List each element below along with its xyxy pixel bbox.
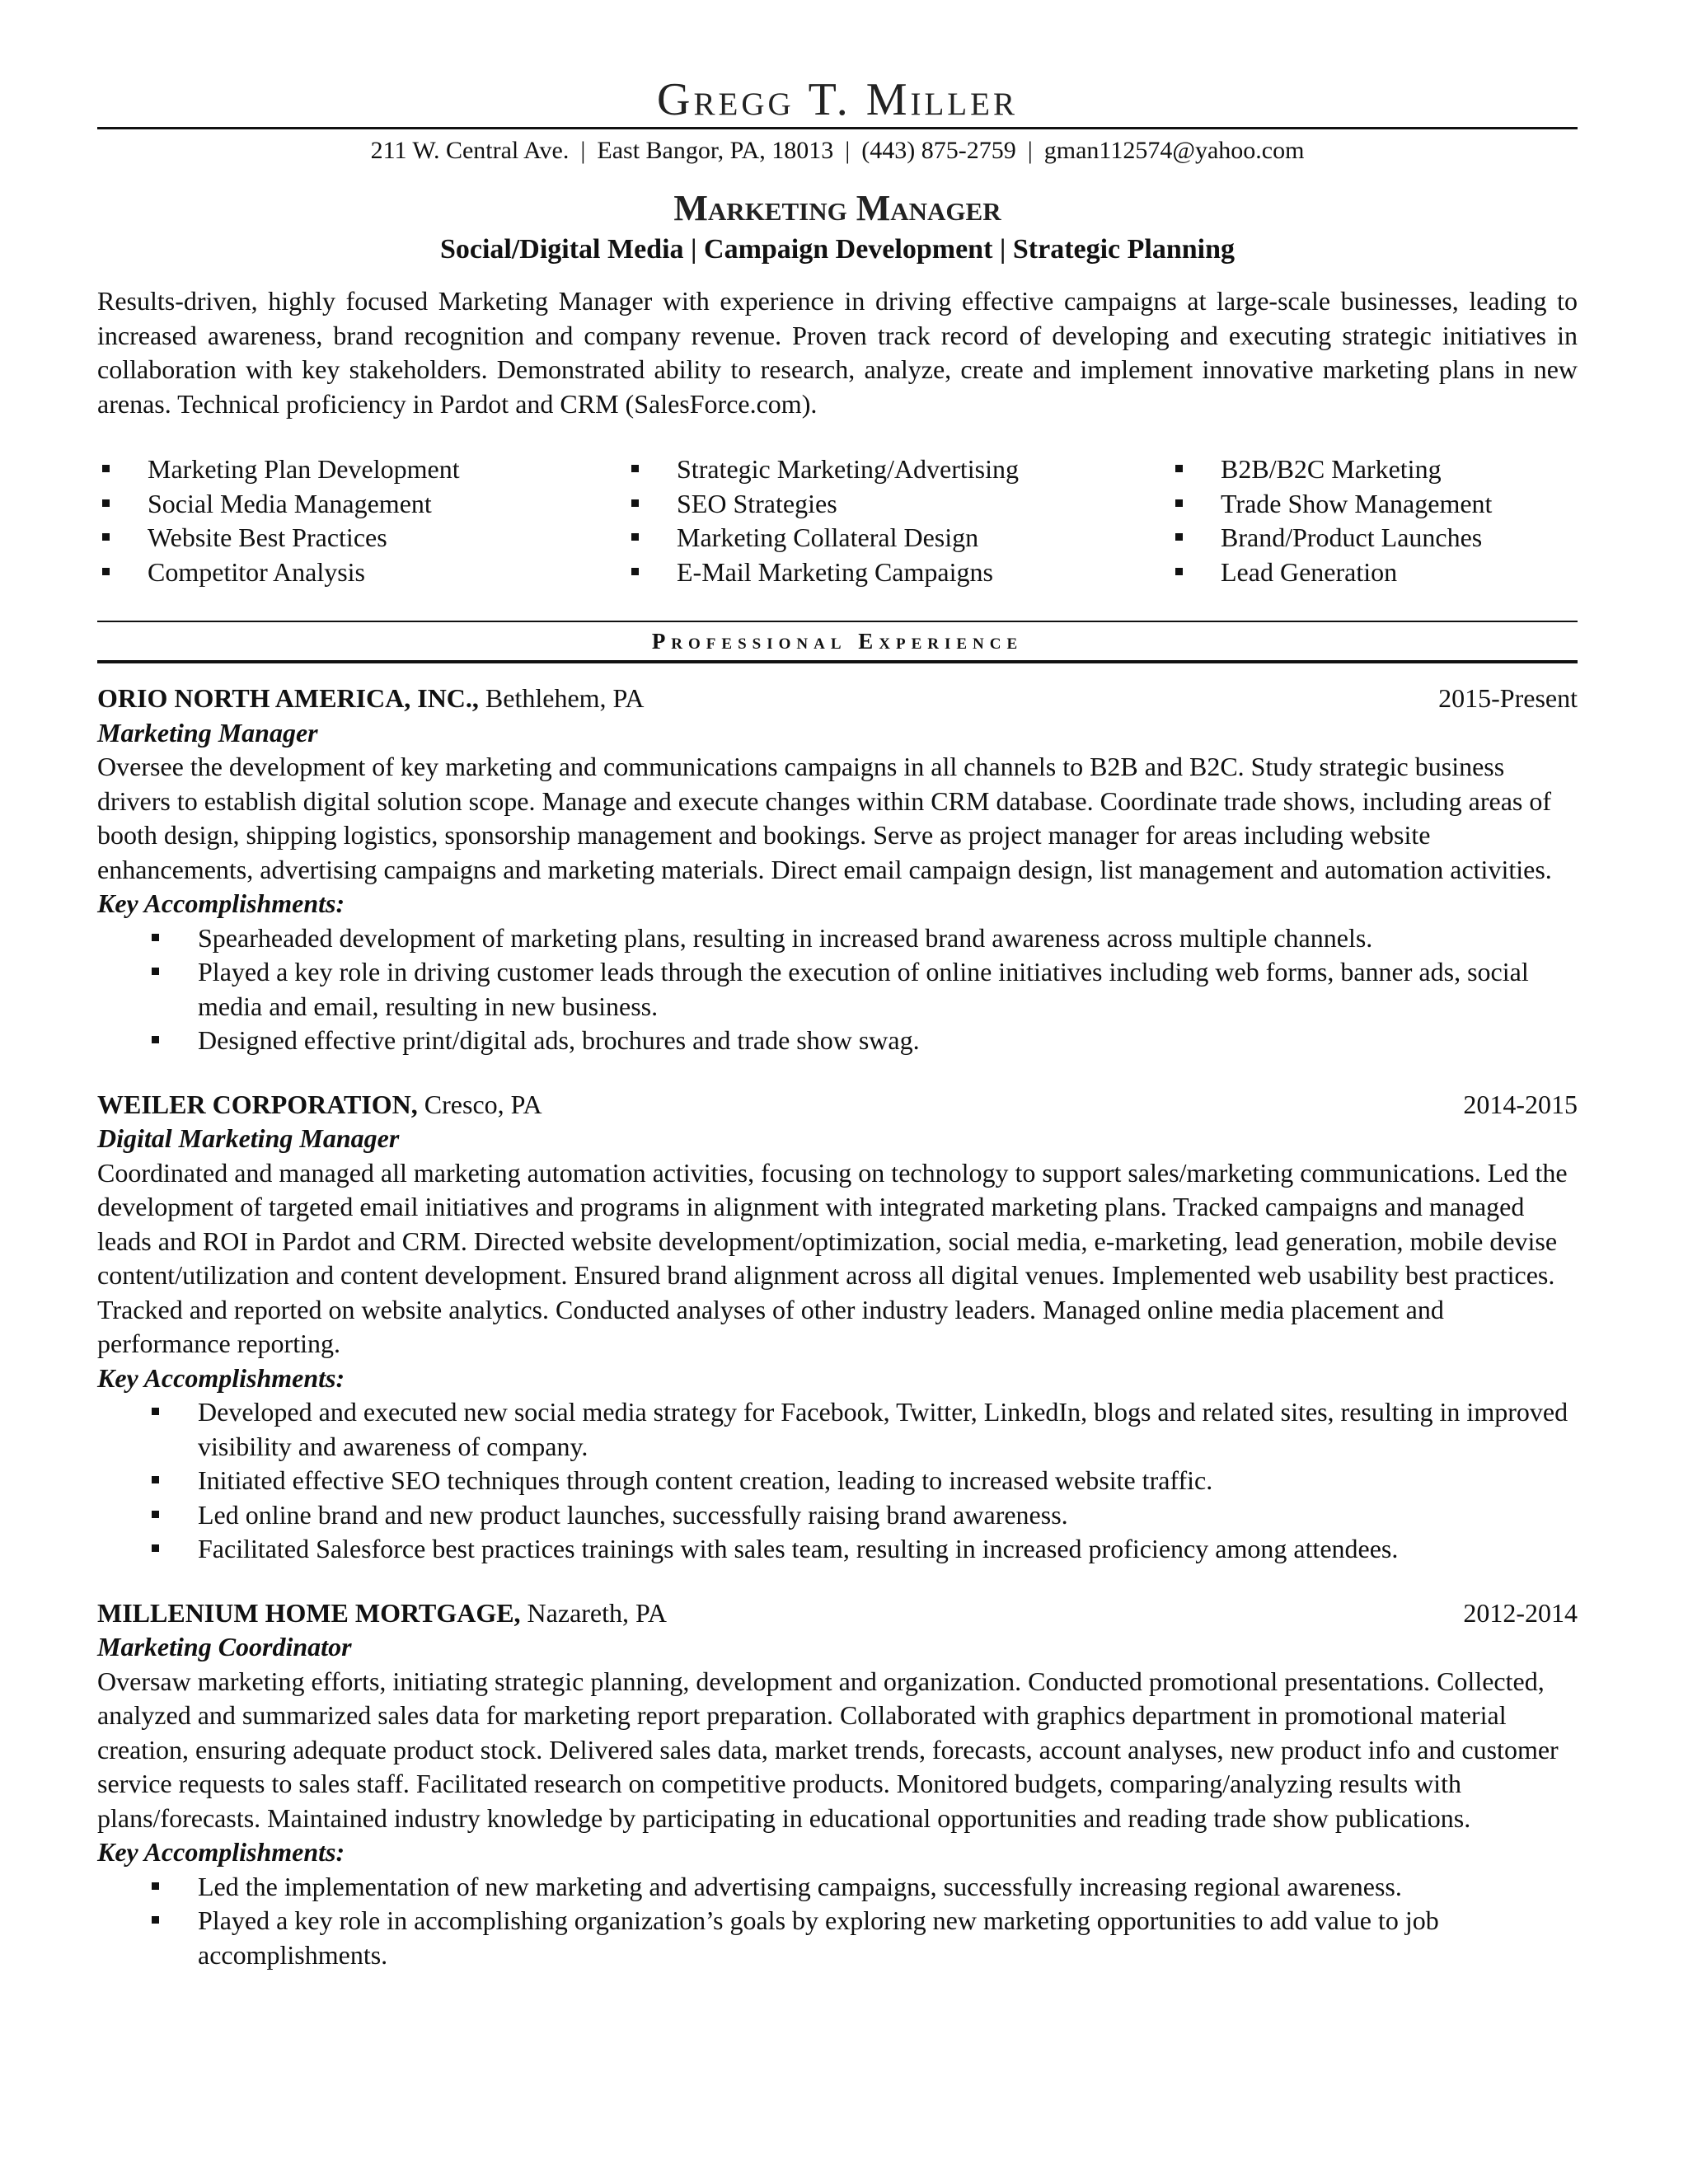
accomplishments-list <box>97 921 1578 1058</box>
job-location: Cresco, PA <box>424 1089 542 1119</box>
job-title: Marketing Coordinator <box>97 1632 352 1661</box>
job-header <box>97 682 1578 716</box>
job-title: Marketing Manager <box>97 717 318 748</box>
header-rule <box>97 127 1578 129</box>
contact-email: gman112574@yahoo.com <box>1043 137 1305 164</box>
skill-item: B2B/B2C Marketing <box>1170 452 1578 487</box>
job-header <box>97 1596 1578 1631</box>
contact-separator: | <box>580 137 586 164</box>
contact-phone: (443) 875-2759 <box>861 137 1016 164</box>
experience-section-header <box>97 621 1578 663</box>
job-dates: 2015-Present <box>1438 683 1578 713</box>
section-title: Professional Experience <box>651 629 1024 654</box>
skills-column-1 <box>97 452 626 589</box>
job-company-line <box>97 1596 667 1631</box>
job-description: Oversaw marketing efforts, initiating strategic planning, development and organization. Conducted promotional presentations. Collected, analyzed and summarized sales data for marketing report preparation. Collaborated with graphics department in promotional material creation, ensuring adequate product stock. Delivered sales data, market trends, forecasts, account analyses, new product info and customer service requests to sales staff. Facilitated research on competitive products. Monitored budgets, comparing/analyzing results with plans/forecasts. Maintained industry knowledge by participating in educational opportunities and reading trade show publications. <box>97 1666 1559 1833</box>
job-company: MILLENIUM HOME MORTGAGE, <box>97 1597 521 1628</box>
skill-item: SEO Strategies <box>626 487 1170 522</box>
contact-address: 211 W. Central Ave. <box>370 137 570 164</box>
contact-line <box>97 133 1578 169</box>
accomplishment-item: Spearheaded development of marketing plans, resulting in increased brand awareness across multiple channels. <box>97 921 1578 956</box>
accomplishments-label: Key Accomplishments: <box>97 888 345 918</box>
accomplishments-list <box>97 1870 1578 1973</box>
resume-content <box>97 0 1578 1972</box>
accomplishment-item: Led online brand and new product launches, successfully raising brand awareness. <box>97 1498 1578 1533</box>
job-company-line <box>97 682 645 716</box>
headline-title: Marketing Manager <box>673 188 1001 228</box>
job-description: Coordinated and managed all marketing automation activities, focusing on technology to support sales/marketing communications. Led the development of targeted email initiatives and programs in alignment with integrated marketing plans. Tracked campaigns and managed leads and ROI in Pardot and CRM. Directed website development/optimization, social media, e-marketing, lead generation, mobile devise content/utilization and content development. Ensured brand alignment across all digital venues. Implemented web usability best practices. Tracked and reported on website analytics. Conducted analyses of other industry leaders. Managed online media placement and performance reporting. <box>97 1157 1568 1358</box>
skill-item: Competitor Analysis <box>97 555 626 590</box>
accomplishments-label: Key Accomplishments: <box>97 1837 345 1867</box>
skill-item: E-Mail Marketing Campaigns <box>626 555 1170 590</box>
contact-separator: | <box>1027 137 1033 164</box>
job-title: Digital Marketing Manager <box>97 1123 400 1153</box>
candidate-name: Gregg T. Miller <box>657 74 1018 125</box>
job-header <box>97 1088 1578 1122</box>
accomplishment-item: Facilitated Salesforce best practices trainings with sales team, resulting in increased proficiency among attendees. <box>97 1532 1578 1567</box>
job-entry <box>97 682 1578 1058</box>
section-rule-bottom <box>97 660 1578 663</box>
job-location: Nazareth, PA <box>527 1597 667 1628</box>
skills-list <box>97 452 1578 589</box>
accomplishment-item: Played a key role in accomplishing organization’s goals by exploring new marketing opportunities to add value to job accomplishments. <box>97 1904 1578 1972</box>
skill-item: Brand/Product Launches <box>1170 521 1578 555</box>
skill-item: Social Media Management <box>97 487 626 522</box>
skill-item: Trade Show Management <box>1170 487 1578 522</box>
job-description: Oversee the development of key marketing and communications campaigns in all channels to B2B and B2C. Study strategic business drivers to establish digital solution scope. Manage and execute changes within CRM database. Coordinate trade shows, including areas of booth design, shipping logistics, sponsorship management and bookings. Serve as project manager for areas including website enhancements, advertising campaigns and marketing materials. Direct email campaign design, list management and automation activities. <box>97 752 1552 884</box>
skills-column-2 <box>626 452 1170 589</box>
skills-column-3 <box>1170 452 1578 589</box>
headline-subtitle: Social/Digital Media | Campaign Development | Strategic Planning <box>439 234 1236 265</box>
job-company: ORIO NORTH AMERICA, INC., <box>97 683 479 713</box>
job-dates: 2014-2015 <box>1463 1089 1578 1119</box>
accomplishment-item: Played a key role in driving customer leads through the execution of online initiatives including web forms, banner ads, social media and email, resulting in new business. <box>97 955 1578 1024</box>
job-location: Bethlehem, PA <box>485 683 645 713</box>
skill-item: Strategic Marketing/Advertising <box>626 452 1170 487</box>
accomplishment-item: Designed effective print/digital ads, brochures and trade show swag. <box>97 1024 1578 1058</box>
job-entry <box>97 1596 1578 1973</box>
accomplishment-item: Initiated effective SEO techniques through content creation, leading to increased website traffic. <box>97 1464 1578 1498</box>
job-entry <box>97 1088 1578 1567</box>
contact-separator: | <box>845 137 851 164</box>
job-company-line <box>97 1088 542 1122</box>
skill-item: Website Best Practices <box>97 521 626 555</box>
skill-item: Lead Generation <box>1170 555 1578 590</box>
job-dates: 2012-2014 <box>1463 1597 1578 1628</box>
accomplishments-list <box>97 1395 1578 1567</box>
contact-city: East Bangor, PA, 18013 <box>597 137 834 164</box>
job-company: WEILER CORPORATION, <box>97 1089 418 1119</box>
accomplishments-label: Key Accomplishments: <box>97 1362 345 1393</box>
skill-item: Marketing Plan Development <box>97 452 626 487</box>
summary-paragraph: Results-driven, highly focused Marketing Manager with experience in driving effective campaigns at large-scale businesses, leading to increased awareness, brand recognition and company revenue. Proven track record of developing and executing strategic initiatives in collaboration with key stakeholders. Demonstrated ability to research, analyze, create and implement innovative marketing plans in new arenas. Technical proficiency in Pardot and CRM (SalesForce.com). <box>97 286 1578 419</box>
accomplishment-item: Led the implementation of new marketing and advertising campaigns, successfully increasing regional awareness. <box>97 1870 1578 1905</box>
skill-item: Marketing Collateral Design <box>626 521 1170 555</box>
accomplishment-item: Developed and executed new social media strategy for Facebook, Twitter, LinkedIn, blogs and related sites, resulting in improved visibility and awareness of company. <box>97 1395 1578 1464</box>
